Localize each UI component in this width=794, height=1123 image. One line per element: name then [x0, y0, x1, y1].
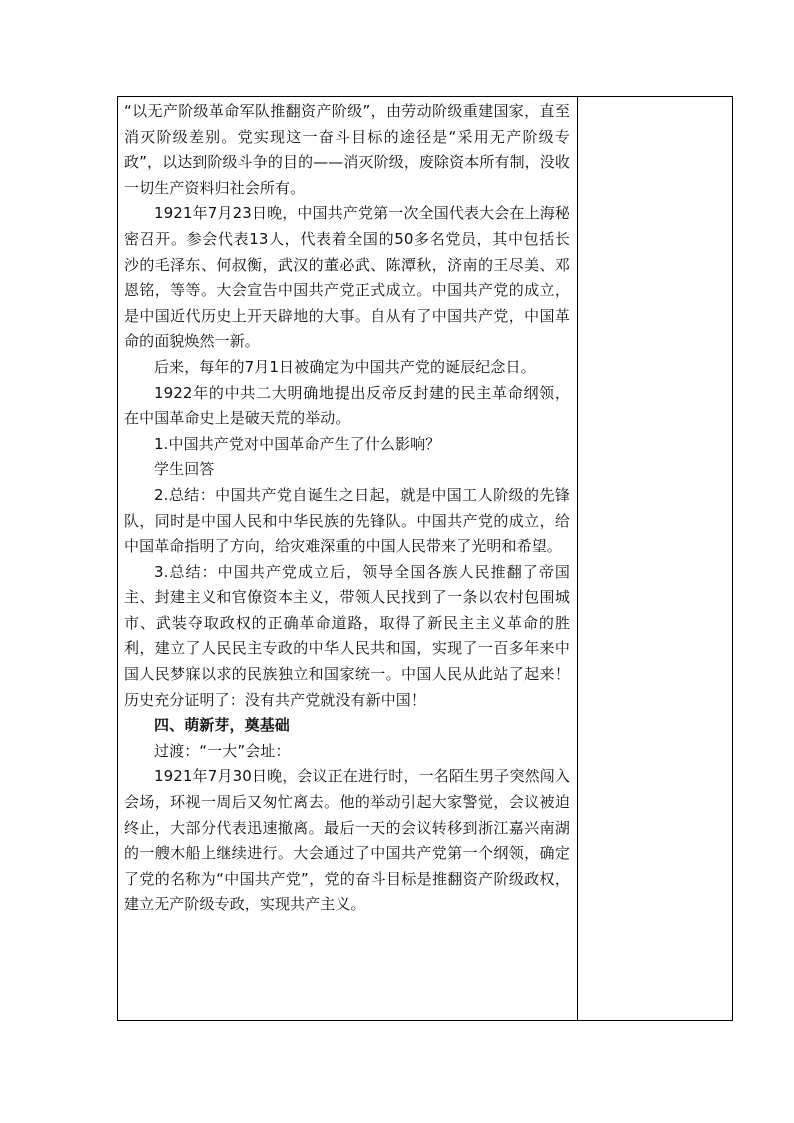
summary-paragraph: 3.总结：中国共产党成立后，领导全国各族人民推翻了帝国主、封建主义和官僚资本主义，带领人民找到了一条以农村包围城市、武装夺取政权的正确革命道路，取得了新民主主义革命的胜利，建立了人民民主专政的中华人民共和国，实现了一百多年来中国人民梦寐以求的民族独立和国家统一。中国人民从此站了起来！历史充分证明了：没有共产党就没有新中国！	[124, 562, 570, 709]
transition-label: 过渡：“一大”会址：	[154, 741, 291, 760]
paragraph: 1922年的中共二大明确地提出反帝反封建的民主革命纲领，在中国革命史上是破天荒的举动。	[124, 383, 570, 428]
paragraph: 后来，每年的7月1日被确定为中国共产党的诞辰纪念日。	[154, 357, 536, 376]
lesson-plan-table	[117, 96, 733, 1021]
section-heading: 四、萌新芽，奠基础	[154, 716, 290, 735]
summary-paragraph: 2.总结：中国共产党自诞生之日起，就是中国工人阶级的先锋队，同时是中国人民和中华民族的先锋队。中国共产党的成立，给中国革命指明了方向，给灾难深重的中国人民带来了光明和希望。	[124, 485, 570, 556]
notes-cell	[578, 97, 733, 1020]
paragraph: 1921年7月30日晚，会议正在进行时，一名陌生男子突然闯入会场，环视一周后又匆忙离去。他的举动引起大家警觉，会议被迫终止，大部分代表迅速撤离。最后一天的会议转移到浙江嘉兴南湖的一艘木船上继续进行。大会通过了中国共产党第一个纲领，确定了党的名称为“中国共产党”，党的奋斗目标是推翻资产阶级政权，建立无产阶级专政，实现共产主义。	[124, 767, 570, 914]
content-cell	[124, 99, 570, 918]
paragraph: “以无产阶级革命军队推翻资产阶级”，由劳动阶级重建国家，直至消灭阶级差别。党实现这一奋斗目标的途径是“采用无产阶级专政”，以达到阶级斗争的目的——消灭阶级，废除资本所有制，没收一切生产资料归社会所有。	[124, 102, 570, 197]
paragraph: 1921年7月23日晚，中国共产党第一次全国代表大会在上海秘密召开。参会代表13人，代表着全国的50多名党员，其中包括长沙的毛泽东、何叔衡，武汉的董必武、陈潭秋，济南的王尽美、邓恩铭，等等。大会宣告中国共产党正式成立。中国共产党的成立，是中国近代历史上开天辟地的大事。自从有了中国共产党，中国革命的面貌焕然一新。	[124, 204, 570, 351]
student-answer-label: 学生回答	[154, 460, 215, 479]
question-text: 1.中国共产党对中国革命产生了什么影响？	[154, 434, 441, 453]
